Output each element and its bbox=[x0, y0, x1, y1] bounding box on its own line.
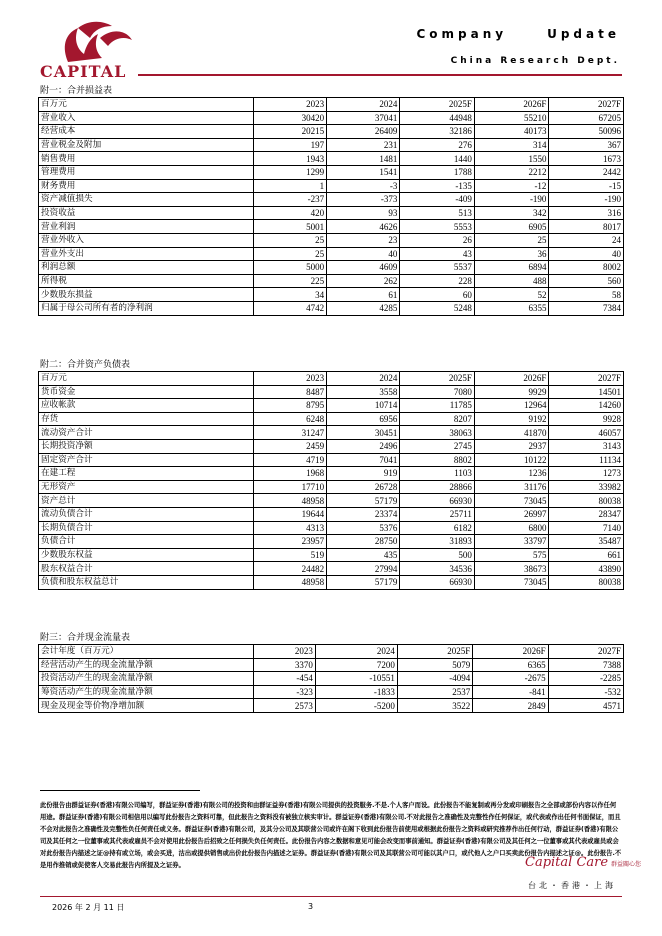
row-label: 百万元 bbox=[39, 98, 254, 112]
row-label: 无形资产 bbox=[39, 480, 254, 494]
cell-value: 2212 bbox=[474, 165, 549, 179]
cell-value: 5248 bbox=[400, 301, 475, 315]
cell-value: 225 bbox=[254, 274, 327, 288]
cell-value: 4719 bbox=[254, 453, 327, 467]
cell-value: 575 bbox=[474, 548, 549, 562]
cell-value: 1481 bbox=[327, 152, 400, 166]
row-label: 经营成本 bbox=[39, 125, 254, 139]
cell-value: 31247 bbox=[254, 426, 327, 440]
cell-value: 8207 bbox=[400, 412, 475, 426]
row-label: 流动负债合计 bbox=[39, 507, 254, 521]
cell-value: 1236 bbox=[474, 467, 549, 481]
cell-value: 57179 bbox=[327, 494, 400, 508]
cell-value: 67205 bbox=[549, 111, 624, 125]
cell-value: 46057 bbox=[549, 426, 624, 440]
cell-value: 3370 bbox=[254, 658, 316, 672]
cell-value: 23374 bbox=[327, 507, 400, 521]
cell-value: 488 bbox=[474, 274, 549, 288]
row-label: 负债和股东权益总计 bbox=[39, 575, 254, 589]
cell-value: -4094 bbox=[397, 672, 472, 686]
row-label: 应收帐款 bbox=[39, 399, 254, 413]
cell-value: 31893 bbox=[400, 535, 475, 549]
table1-title: 附一：合并损益表 bbox=[40, 86, 113, 96]
cell-value: 5376 bbox=[327, 521, 400, 535]
table-row bbox=[39, 699, 624, 713]
header-divider bbox=[138, 74, 622, 76]
cell-value: 2027F bbox=[548, 645, 623, 659]
row-label: 营业税金及附加 bbox=[39, 138, 254, 152]
table-row bbox=[39, 658, 624, 672]
table-row bbox=[39, 548, 624, 562]
cell-value: 4742 bbox=[254, 301, 327, 315]
row-label: 少数股东损益 bbox=[39, 288, 254, 302]
cell-value: 6182 bbox=[400, 521, 475, 535]
cell-value: 26409 bbox=[327, 125, 400, 139]
cell-value: 513 bbox=[400, 206, 475, 220]
cell-value: 2459 bbox=[254, 439, 327, 453]
cell-value: 3143 bbox=[549, 439, 624, 453]
row-label: 负债合计 bbox=[39, 535, 254, 549]
table-header-row bbox=[39, 372, 624, 386]
cell-value: 919 bbox=[327, 467, 400, 481]
row-label: 销售费用 bbox=[39, 152, 254, 166]
cell-value: 2027F bbox=[549, 372, 624, 386]
cell-value: 41870 bbox=[474, 426, 549, 440]
row-label: 流动资产合计 bbox=[39, 426, 254, 440]
table-row bbox=[39, 165, 624, 179]
cell-value: 2442 bbox=[549, 165, 624, 179]
cell-value: 66930 bbox=[400, 494, 475, 508]
table-row bbox=[39, 138, 624, 152]
cell-value: 231 bbox=[327, 138, 400, 152]
row-label: 投资收益 bbox=[39, 206, 254, 220]
cell-value: 61 bbox=[327, 288, 400, 302]
cell-value: 57179 bbox=[327, 575, 400, 589]
row-label: 少数股东权益 bbox=[39, 548, 254, 562]
cell-value: -373 bbox=[327, 193, 400, 207]
cell-value: 435 bbox=[327, 548, 400, 562]
cell-value: 7140 bbox=[549, 521, 624, 535]
cell-value: 2024 bbox=[327, 372, 400, 386]
table-row bbox=[39, 535, 624, 549]
cell-value: 8487 bbox=[254, 385, 327, 399]
cell-value: 17710 bbox=[254, 480, 327, 494]
brand-name: CAPITAL bbox=[40, 62, 127, 81]
cell-value: 228 bbox=[400, 274, 475, 288]
cashflow-table bbox=[38, 644, 624, 713]
cell-value: 1550 bbox=[474, 152, 549, 166]
cell-value: 2027F bbox=[549, 98, 624, 112]
office-cities: 台北・香港・上海 bbox=[528, 881, 616, 890]
cell-value: 1968 bbox=[254, 467, 327, 481]
table-row bbox=[39, 412, 624, 426]
cell-value: -409 bbox=[400, 193, 475, 207]
cell-value: 10714 bbox=[327, 399, 400, 413]
cell-value: 9928 bbox=[549, 412, 624, 426]
cell-value: 48958 bbox=[254, 494, 327, 508]
cell-value: 19644 bbox=[254, 507, 327, 521]
cell-value: 8017 bbox=[549, 220, 624, 234]
cell-value: 4285 bbox=[327, 301, 400, 315]
cell-value: 30451 bbox=[327, 426, 400, 440]
cell-value: -2285 bbox=[548, 672, 623, 686]
cell-value: 2025F bbox=[400, 98, 475, 112]
table-row bbox=[39, 247, 624, 261]
cell-value: 1440 bbox=[400, 152, 475, 166]
cell-value: 4571 bbox=[548, 699, 623, 713]
cell-value: -15 bbox=[549, 179, 624, 193]
cell-value: -135 bbox=[400, 179, 475, 193]
cell-value: 420 bbox=[254, 206, 327, 220]
cell-value: 2849 bbox=[473, 699, 548, 713]
table-row bbox=[39, 152, 624, 166]
cell-value: 6355 bbox=[474, 301, 549, 315]
table-row bbox=[39, 111, 624, 125]
cell-value: 73045 bbox=[474, 494, 549, 508]
row-label: 经营活动产生的现金流量净额 bbox=[39, 658, 254, 672]
cell-value: 93 bbox=[327, 206, 400, 220]
cell-value: 7080 bbox=[400, 385, 475, 399]
cell-value: 661 bbox=[549, 548, 624, 562]
cell-value: -2675 bbox=[473, 672, 548, 686]
cell-value: 2025F bbox=[397, 645, 472, 659]
cell-value: 6248 bbox=[254, 412, 327, 426]
cell-value: 1 bbox=[254, 179, 327, 193]
cell-value: -237 bbox=[254, 193, 327, 207]
cell-value: -323 bbox=[254, 685, 316, 699]
cell-value: 2026F bbox=[474, 98, 549, 112]
table-header-row bbox=[39, 98, 624, 112]
cell-value: 1541 bbox=[327, 165, 400, 179]
cell-value: 43890 bbox=[549, 562, 624, 576]
cell-value: 4313 bbox=[254, 521, 327, 535]
cell-value: 44948 bbox=[400, 111, 475, 125]
cell-value: 5553 bbox=[400, 220, 475, 234]
table-row bbox=[39, 439, 624, 453]
dept-name: China Research Dept. bbox=[450, 56, 620, 66]
cell-value: 30420 bbox=[254, 111, 327, 125]
cell-value: 5537 bbox=[400, 261, 475, 275]
table-row bbox=[39, 521, 624, 535]
capital-care-logo: Capital Care 群益關心您 bbox=[525, 855, 642, 870]
cell-value: 2026F bbox=[474, 372, 549, 386]
cell-value: 40 bbox=[327, 247, 400, 261]
cell-value: 60 bbox=[400, 288, 475, 302]
cell-value: 1299 bbox=[254, 165, 327, 179]
cell-value: 2025F bbox=[400, 372, 475, 386]
cell-value: 1273 bbox=[549, 467, 624, 481]
row-label: 百万元 bbox=[39, 372, 254, 386]
cell-value: 342 bbox=[474, 206, 549, 220]
cell-value: 1673 bbox=[549, 152, 624, 166]
table-row bbox=[39, 288, 624, 302]
cell-value: 2573 bbox=[254, 699, 316, 713]
table-row bbox=[39, 399, 624, 413]
cell-value: 197 bbox=[254, 138, 327, 152]
cell-value: 40173 bbox=[474, 125, 549, 139]
cell-value: 8795 bbox=[254, 399, 327, 413]
table-row bbox=[39, 301, 624, 315]
table-row bbox=[39, 480, 624, 494]
cell-value: 14260 bbox=[549, 399, 624, 413]
cell-value: 7384 bbox=[549, 301, 624, 315]
cell-value: 314 bbox=[474, 138, 549, 152]
row-label: 营业收入 bbox=[39, 111, 254, 125]
cell-value: 519 bbox=[254, 548, 327, 562]
row-label: 在建工程 bbox=[39, 467, 254, 481]
row-label: 固定资产合计 bbox=[39, 453, 254, 467]
cell-value: 36 bbox=[474, 247, 549, 261]
row-label: 现金及现金等价物净增加额 bbox=[39, 699, 254, 713]
table-row bbox=[39, 562, 624, 576]
cell-value: 35487 bbox=[549, 535, 624, 549]
cell-value: 66930 bbox=[400, 575, 475, 589]
cell-value: 1943 bbox=[254, 152, 327, 166]
table-row bbox=[39, 385, 624, 399]
cell-value: 1788 bbox=[400, 165, 475, 179]
cell-value: 80038 bbox=[549, 575, 624, 589]
cell-value: 2023 bbox=[254, 645, 316, 659]
cell-value: 316 bbox=[549, 206, 624, 220]
cell-value: 10122 bbox=[474, 453, 549, 467]
table-row bbox=[39, 507, 624, 521]
cell-value: 6894 bbox=[474, 261, 549, 275]
cell-value: 48958 bbox=[254, 575, 327, 589]
table-row bbox=[39, 685, 624, 699]
cell-value: 2937 bbox=[474, 439, 549, 453]
row-label: 财务费用 bbox=[39, 179, 254, 193]
row-label: 资产总计 bbox=[39, 494, 254, 508]
cell-value: 5000 bbox=[254, 261, 327, 275]
table-row bbox=[39, 274, 624, 288]
cell-value: 9929 bbox=[474, 385, 549, 399]
cell-value: -5200 bbox=[315, 699, 397, 713]
report-date: 2026 年 2 月 11 日 bbox=[52, 903, 125, 912]
cell-value: 560 bbox=[549, 274, 624, 288]
cell-value: 4609 bbox=[327, 261, 400, 275]
capital-bird-icon bbox=[40, 18, 150, 63]
footnote-divider bbox=[40, 790, 200, 791]
cell-value: 34536 bbox=[400, 562, 475, 576]
row-label: 所得税 bbox=[39, 274, 254, 288]
table-row bbox=[39, 220, 624, 234]
cell-value: 32186 bbox=[400, 125, 475, 139]
row-label: 归属于母公司所有者的净利润 bbox=[39, 301, 254, 315]
cell-value: 14501 bbox=[549, 385, 624, 399]
table2-title: 附二：合并资产负债表 bbox=[40, 360, 131, 370]
table-row bbox=[39, 261, 624, 275]
cell-value: 23957 bbox=[254, 535, 327, 549]
table-row bbox=[39, 672, 624, 686]
cell-value: 6365 bbox=[473, 658, 548, 672]
table-row bbox=[39, 179, 624, 193]
cell-value: 24 bbox=[549, 233, 624, 247]
row-label: 存货 bbox=[39, 412, 254, 426]
table-row bbox=[39, 233, 624, 247]
cell-value: 3558 bbox=[327, 385, 400, 399]
cell-value: 2024 bbox=[315, 645, 397, 659]
cell-value: 2496 bbox=[327, 439, 400, 453]
cell-value: 2023 bbox=[254, 98, 327, 112]
cell-value: -190 bbox=[549, 193, 624, 207]
cell-value: 33797 bbox=[474, 535, 549, 549]
row-label: 资产减值损失 bbox=[39, 193, 254, 207]
table-row bbox=[39, 206, 624, 220]
row-label: 股东权益合计 bbox=[39, 562, 254, 576]
cell-value: -3 bbox=[327, 179, 400, 193]
income-statement-table bbox=[38, 97, 624, 316]
cell-value: 6905 bbox=[474, 220, 549, 234]
row-label: 利润总额 bbox=[39, 261, 254, 275]
cell-value: 28866 bbox=[400, 480, 475, 494]
cell-value: 20215 bbox=[254, 125, 327, 139]
row-label: 筹资活动产生的现金流量净额 bbox=[39, 685, 254, 699]
table-row bbox=[39, 494, 624, 508]
table-row bbox=[39, 467, 624, 481]
cell-value: 26997 bbox=[474, 507, 549, 521]
cell-value: 31176 bbox=[474, 480, 549, 494]
cell-value: 58 bbox=[549, 288, 624, 302]
cell-value: 24482 bbox=[254, 562, 327, 576]
cell-value: 500 bbox=[400, 548, 475, 562]
row-label: 会计年度（百万元） bbox=[39, 645, 254, 659]
page-number: 3 bbox=[308, 902, 314, 911]
cell-value: 8802 bbox=[400, 453, 475, 467]
cell-value: 5001 bbox=[254, 220, 327, 234]
cell-value: 28347 bbox=[549, 507, 624, 521]
cell-value: 9192 bbox=[474, 412, 549, 426]
table-row bbox=[39, 453, 624, 467]
table-row bbox=[39, 193, 624, 207]
cell-value: 25711 bbox=[400, 507, 475, 521]
cell-value: 7388 bbox=[548, 658, 623, 672]
cell-value: 28750 bbox=[327, 535, 400, 549]
cell-value: 6800 bbox=[474, 521, 549, 535]
cell-value: 5079 bbox=[397, 658, 472, 672]
cell-value: 23 bbox=[327, 233, 400, 247]
cell-value: 262 bbox=[327, 274, 400, 288]
cell-value: 38063 bbox=[400, 426, 475, 440]
cell-value: 2537 bbox=[397, 685, 472, 699]
balance-sheet-table bbox=[38, 371, 624, 590]
table-row bbox=[39, 426, 624, 440]
row-label: 营业外支出 bbox=[39, 247, 254, 261]
cell-value: 40 bbox=[549, 247, 624, 261]
table-row bbox=[39, 575, 624, 589]
cell-value: 12964 bbox=[474, 399, 549, 413]
table3-title: 附三：合并现金流量表 bbox=[40, 633, 131, 643]
cell-value: 7041 bbox=[327, 453, 400, 467]
cell-value: 80038 bbox=[549, 494, 624, 508]
cell-value: -1833 bbox=[315, 685, 397, 699]
cell-value: 2023 bbox=[254, 372, 327, 386]
cell-value: 1103 bbox=[400, 467, 475, 481]
row-label: 长期投资净额 bbox=[39, 439, 254, 453]
cell-value: 26728 bbox=[327, 480, 400, 494]
cell-value: 8002 bbox=[549, 261, 624, 275]
row-label: 投资活动产生的现金流量净额 bbox=[39, 672, 254, 686]
cell-value: -454 bbox=[254, 672, 316, 686]
cell-value: 11785 bbox=[400, 399, 475, 413]
cell-value: -532 bbox=[548, 685, 623, 699]
cell-value: 2026F bbox=[473, 645, 548, 659]
cell-value: 367 bbox=[549, 138, 624, 152]
cell-value: 43 bbox=[400, 247, 475, 261]
cell-value: 276 bbox=[400, 138, 475, 152]
cell-value: -190 bbox=[474, 193, 549, 207]
cell-value: -841 bbox=[473, 685, 548, 699]
cell-value: 2745 bbox=[400, 439, 475, 453]
cell-value: 26 bbox=[400, 233, 475, 247]
cell-value: 27994 bbox=[327, 562, 400, 576]
cell-value: -12 bbox=[474, 179, 549, 193]
cell-value: 52 bbox=[474, 288, 549, 302]
cell-value: 25 bbox=[254, 233, 327, 247]
report-type: Company Update bbox=[416, 27, 620, 41]
table-row bbox=[39, 125, 624, 139]
row-label: 营业外收入 bbox=[39, 233, 254, 247]
cell-value: 34 bbox=[254, 288, 327, 302]
cell-value: 3522 bbox=[397, 699, 472, 713]
row-label: 长期负债合计 bbox=[39, 521, 254, 535]
disclaimer: 此份报告由群益证券(香港)有限公司编写，群益证券(香港)有限公司的投资和由群证益券(香港)有限公司提供的投资服务.不是.个人客户而设。此份报告不能复制或再分发或印刷报告之全部或部份内容以作任何用途。群益证券(香港)有限公司相信用以编写此份报告之资料可靠，但此报告之资料没有被独立核实审计。群益证券(香港)有限公司.不对此报告之准确性及完整性作任何保证，或代表或作出任何书面保证，而且不会对此报告之准确性及完整性负任何责任或义务。群益证券(香港)有限公司，及其分公司及其联营公司或许在阁下收到此份报告前使用或根据此份报告之资料或研究推荐作出任何行动，群益证券(香港)有限公司及其任何之一位董事或其代表或雇员不会对使用此份报告后招致之任何损失负任何责任。此份报告内容之数据和意见可能会改变而事前通知。群益证券(香港)有限公司及其任何之一位董事或其代表或雇员或会对此份报告内描述之证@持有或立场，或会买进，沽出或提供销售或出价此份报告内描述之证券。群益证券(香港)有限公司及其联营公司可能以其户口，或代他人之户口买卖此份报告内描述之证@。此份报告.不是用作推销或促使客人交易此报告内所提及之证券。 bbox=[40, 802, 622, 869]
cell-value: 4626 bbox=[327, 220, 400, 234]
table-header-row bbox=[39, 645, 624, 659]
cell-value: 7200 bbox=[315, 658, 397, 672]
cell-value: 50096 bbox=[549, 125, 624, 139]
row-label: 营业利润 bbox=[39, 220, 254, 234]
cell-value: 25 bbox=[254, 247, 327, 261]
cell-value: 73045 bbox=[474, 575, 549, 589]
cell-value: 33982 bbox=[549, 480, 624, 494]
cell-value: 37041 bbox=[327, 111, 400, 125]
cell-value: 55210 bbox=[474, 111, 549, 125]
cell-value: -10551 bbox=[315, 672, 397, 686]
cell-value: 25 bbox=[474, 233, 549, 247]
cell-value: 6956 bbox=[327, 412, 400, 426]
row-label: 货币资金 bbox=[39, 385, 254, 399]
footer-divider bbox=[40, 896, 622, 897]
row-label: 管理费用 bbox=[39, 165, 254, 179]
cell-value: 11134 bbox=[549, 453, 624, 467]
cell-value: 38673 bbox=[474, 562, 549, 576]
cell-value: 2024 bbox=[327, 98, 400, 112]
